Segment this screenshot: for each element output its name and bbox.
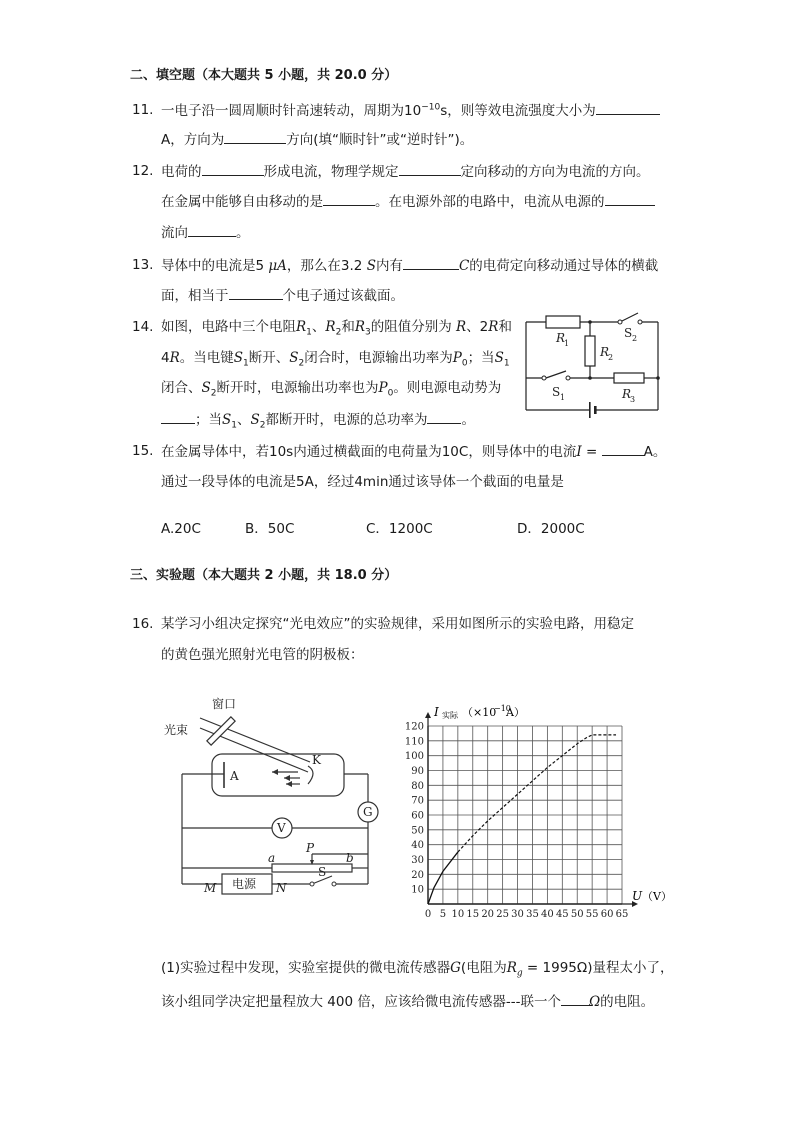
switch-s2 (620, 313, 638, 322)
y-tick-label: 110 (404, 736, 424, 748)
answer-blank[interactable] (596, 101, 660, 115)
q14-var: S (201, 380, 211, 396)
resistor-r3 (614, 373, 644, 383)
label-r2-sub: 2 (608, 353, 614, 362)
q14-var: S (222, 412, 232, 428)
q15-number: 15. (132, 443, 154, 459)
q15-option-a[interactable]: A.20C (161, 521, 201, 537)
q13-unit: C (458, 258, 470, 274)
y-tick-label: 10 (411, 884, 424, 896)
q14-text: 、 (311, 319, 326, 335)
q14-text: 都断开时，电源的总功率为 (265, 412, 428, 428)
q14-sub: 0 (387, 388, 394, 399)
label-s2-sub: 2 (632, 334, 638, 343)
x-tick-label: 20 (481, 909, 495, 920)
y-tick-label: 100 (404, 751, 424, 763)
q11-text: 方向(填“顺时针”或“逆时针”)。 (286, 132, 474, 148)
y-axis-arrow (425, 712, 431, 718)
q14-text: 的阻值分别为 (370, 319, 457, 335)
q15-text: A。 (643, 444, 667, 460)
label-m: M (204, 881, 217, 895)
answer-blank[interactable] (323, 192, 375, 206)
chart-curve (428, 735, 616, 904)
chart-grid (425, 712, 638, 907)
q16-unit: Ω (588, 994, 601, 1010)
cathode (308, 766, 313, 784)
chart-xlabel-unit: （V） (642, 890, 672, 903)
answer-blank[interactable] (161, 410, 195, 424)
label-a: a (268, 851, 276, 865)
label-beam: 光束 (164, 723, 189, 737)
q14-text: 4 (161, 350, 170, 366)
q16-line-1: 某学习小组决定探究“光电效应”的实验规律，采用如图所示的实验电路，用稳定 (161, 616, 634, 632)
label-anode: A (230, 769, 239, 783)
q14-var: S (250, 412, 260, 428)
x-tick-label: 50 (570, 909, 584, 920)
q14-line-4 (161, 410, 475, 429)
answer-blank[interactable] (602, 442, 644, 456)
q13-text: ，那么在3.2 (286, 258, 367, 274)
y-tick-label: 80 (411, 780, 424, 792)
q12-line-3 (161, 223, 250, 242)
x-tick-label: 55 (585, 909, 599, 920)
x-tick-label: 60 (600, 909, 614, 920)
label-window: 窗口 (212, 697, 237, 711)
q14-text: 断开、 (248, 350, 290, 366)
q14-sub: 2 (259, 420, 266, 431)
q15-text: 在金属导体中，若10s内通过横截面的电荷量为10C，则导体中的电流 (161, 444, 577, 460)
label-r1: R (556, 331, 566, 345)
q12-text: 。 (236, 225, 250, 241)
q16-var: G (450, 960, 461, 976)
q14-text: 闭合、 (161, 380, 202, 396)
q14-text: 和 (498, 319, 512, 335)
resistor-r2 (585, 336, 595, 366)
q16-line-2: 的黄色强光照射光电管的阴极板： (161, 647, 364, 663)
q14-var: S (289, 350, 299, 366)
y-tick-label: 30 (411, 855, 424, 866)
answer-blank[interactable] (188, 223, 236, 237)
q12-text: 。在电源外部的电路中，电流从电源的 (375, 194, 605, 210)
label-cathode: K (312, 753, 321, 767)
q13-unit: S (366, 258, 376, 274)
answer-blank[interactable] (229, 286, 283, 300)
q14-text: 如图，电路中三个电阻 (161, 319, 296, 335)
q14-sub: 1 (503, 358, 510, 369)
answer-blank[interactable] (561, 992, 589, 1006)
label-r3: R (622, 387, 632, 401)
q11-exponent: −10 (421, 102, 441, 113)
x-tick-label: 25 (496, 909, 509, 920)
q14-var: R (296, 319, 307, 335)
x-tick-label: 35 (526, 909, 539, 920)
q15-option-b[interactable]: B．50C (245, 521, 295, 537)
q14-text: 和 (341, 319, 355, 335)
q15-option-c[interactable]: C．1200C (366, 521, 433, 537)
label-s2: S (624, 326, 633, 340)
label-v: V (277, 821, 286, 835)
x-tick-label: 30 (511, 909, 524, 920)
q11-line-2 (161, 130, 473, 149)
label-g: G (363, 805, 373, 819)
y-tick-label: 90 (411, 766, 424, 777)
q14-line-1 (161, 318, 512, 336)
x-tick-label: 10 (451, 909, 465, 920)
y-tick-label: 40 (411, 840, 424, 852)
q14-var: S (494, 350, 504, 366)
answer-blank[interactable] (399, 162, 461, 176)
switch-s1 (546, 371, 566, 378)
q13-text: 个电子通过该截面。 (282, 288, 404, 304)
q14-sub: 1 (243, 358, 249, 369)
q13-line-1 (161, 256, 658, 275)
y-tick-label: 60 (411, 810, 424, 822)
q16-text: 该小组同学决定把量程放大 400 倍，应该给微电流传感器---联一个 (161, 994, 561, 1010)
q14-line-3 (161, 379, 501, 397)
q14-sub: 2 (298, 358, 305, 369)
chart-ylabel-tail: A） (506, 706, 525, 719)
q14-text: 、 (236, 412, 251, 428)
q14-circuit-diagram (522, 306, 670, 418)
q13-text: 内有 (375, 258, 403, 274)
y-tick-label: 20 (411, 869, 424, 881)
chart-ylabel: I (434, 705, 439, 719)
q16-part1-line-2 (161, 992, 654, 1011)
x-tick-label: 0 (424, 909, 432, 920)
q12-text: 在金属中能够自由移动的是 (161, 194, 323, 210)
label-s1-sub: 1 (560, 393, 566, 402)
q14-var: P (452, 350, 462, 366)
q14-text: 、2 (466, 319, 489, 335)
chart-ylabel-sub: 实际 (442, 711, 458, 720)
q12-text: 电荷的 (161, 164, 202, 180)
q13-text: 导体中的电流是5 (161, 258, 269, 274)
q15-text: = (581, 444, 602, 460)
label-s1: S (552, 385, 561, 399)
label-n: N (276, 881, 287, 895)
q14-var: P (378, 380, 388, 396)
answer-blank[interactable] (427, 410, 461, 424)
q16-text: 的电阻。 (600, 994, 655, 1010)
battery-short-plate (594, 406, 597, 414)
x-tick-label: 65 (615, 909, 629, 920)
battery-long-plate (589, 402, 591, 418)
q13-text: 的电荷定向移动通过导体的横截 (469, 258, 659, 274)
q14-text: 闭合时，电源输出功率为 (304, 350, 453, 366)
x-tick-label: 45 (555, 909, 569, 920)
label-r1-sub: 1 (564, 339, 570, 348)
q12-text: 形成电流，物理学规定 (263, 164, 399, 180)
answer-blank[interactable] (403, 256, 459, 270)
q11-number: 11. (132, 102, 154, 118)
y-tick-label: 70 (411, 795, 424, 807)
q14-sub: 2 (335, 327, 342, 338)
q16-text: = 1995Ω)量程太小了， (522, 960, 674, 976)
q14-var: R (354, 319, 365, 335)
q14-text: ；当 (195, 412, 222, 428)
q16-iu-chart (400, 700, 680, 928)
q12-text: 定向移动的方向为电流的方向。 (460, 164, 650, 180)
label-r3-sub: 3 (630, 395, 636, 404)
q15-var: I (576, 444, 582, 460)
q14-sub: 0 (461, 358, 468, 369)
q14-sub: 1 (231, 420, 237, 431)
q16-sub: g (516, 968, 523, 979)
chart-ylabel-exp: −10 (494, 704, 511, 713)
answer-blank[interactable] (224, 130, 286, 144)
q14-text: ；当 (467, 350, 495, 366)
q13-number: 13. (132, 257, 154, 273)
q11-line-1 (161, 101, 660, 120)
resistor-r1 (546, 316, 580, 328)
q16-text: (1)实验过程中发现，实验室提供的微电流传感器 (161, 960, 451, 976)
q16-part1-line-1 (161, 959, 673, 977)
q13-text: 面，相当于 (161, 288, 229, 304)
q14-var: R (325, 319, 336, 335)
q13-unit: μA (268, 258, 287, 274)
q14-sub: 3 (364, 327, 371, 338)
q14-text: 。当电键 (179, 350, 234, 366)
answer-blank[interactable] (605, 192, 655, 206)
label-b: b (346, 851, 354, 865)
q16-var: R (506, 960, 517, 976)
q14-var: R (169, 350, 180, 366)
rheostat (272, 864, 352, 872)
q16-text: (电阻为 (460, 960, 507, 976)
section-2-heading: 二、填空题（本大题共 5 小题，共 20.0 分） (130, 68, 398, 83)
q14-var: R (456, 319, 467, 335)
label-s: S (318, 865, 327, 879)
q11-text: s，则等效电流强度大小为 (440, 103, 596, 119)
q14-text: 。 (461, 412, 475, 428)
q15-option-d[interactable]: D．2000C (517, 521, 585, 537)
x-tick-label: 40 (541, 909, 554, 920)
label-r2: R (600, 345, 610, 359)
x-tick-label: 15 (466, 909, 480, 920)
label-source: 电源 (232, 877, 257, 891)
q14-text: 断开时，电源输出功率也为 (216, 380, 379, 396)
y-tick-label: 50 (411, 825, 424, 837)
q14-var: R (488, 319, 499, 335)
q11-text: 一电子沿一圆周顺时针高速转动，周期为10 (161, 103, 422, 119)
q16-number: 16. (132, 616, 154, 632)
q14-sub: 2 (210, 388, 217, 399)
chart-xlabel: U (632, 889, 643, 903)
q15-line-1 (161, 442, 666, 461)
q14-number: 14. (132, 319, 154, 335)
chart-ylabel-unit: （×10 (462, 706, 497, 719)
q16-apparatus-diagram (160, 692, 392, 914)
answer-blank[interactable] (202, 162, 264, 176)
section-3-heading: 三、实验题（本大题共 2 小题，共 18.0 分） (130, 568, 398, 583)
q12-number: 12. (132, 163, 154, 179)
q12-text: 流向 (161, 225, 188, 241)
q15-line-2: 通过一段导体的电流是5A，经过4min通过该导体一个截面的电量是 (161, 474, 564, 490)
q14-var: S (233, 350, 244, 366)
q14-text: 。则电源电动势为 (393, 380, 502, 396)
q11-text: A，方向为 (161, 132, 225, 148)
y-tick-label: 120 (404, 721, 424, 733)
q14-line-2 (161, 349, 510, 367)
chart-ticks (405, 722, 628, 921)
q12-line-1 (161, 162, 650, 181)
q14-sub: 1 (306, 327, 312, 338)
label-p: P (306, 841, 315, 855)
q12-line-2 (161, 192, 655, 211)
q13-line-2 (161, 286, 404, 305)
x-tick-label: 5 (439, 909, 447, 920)
